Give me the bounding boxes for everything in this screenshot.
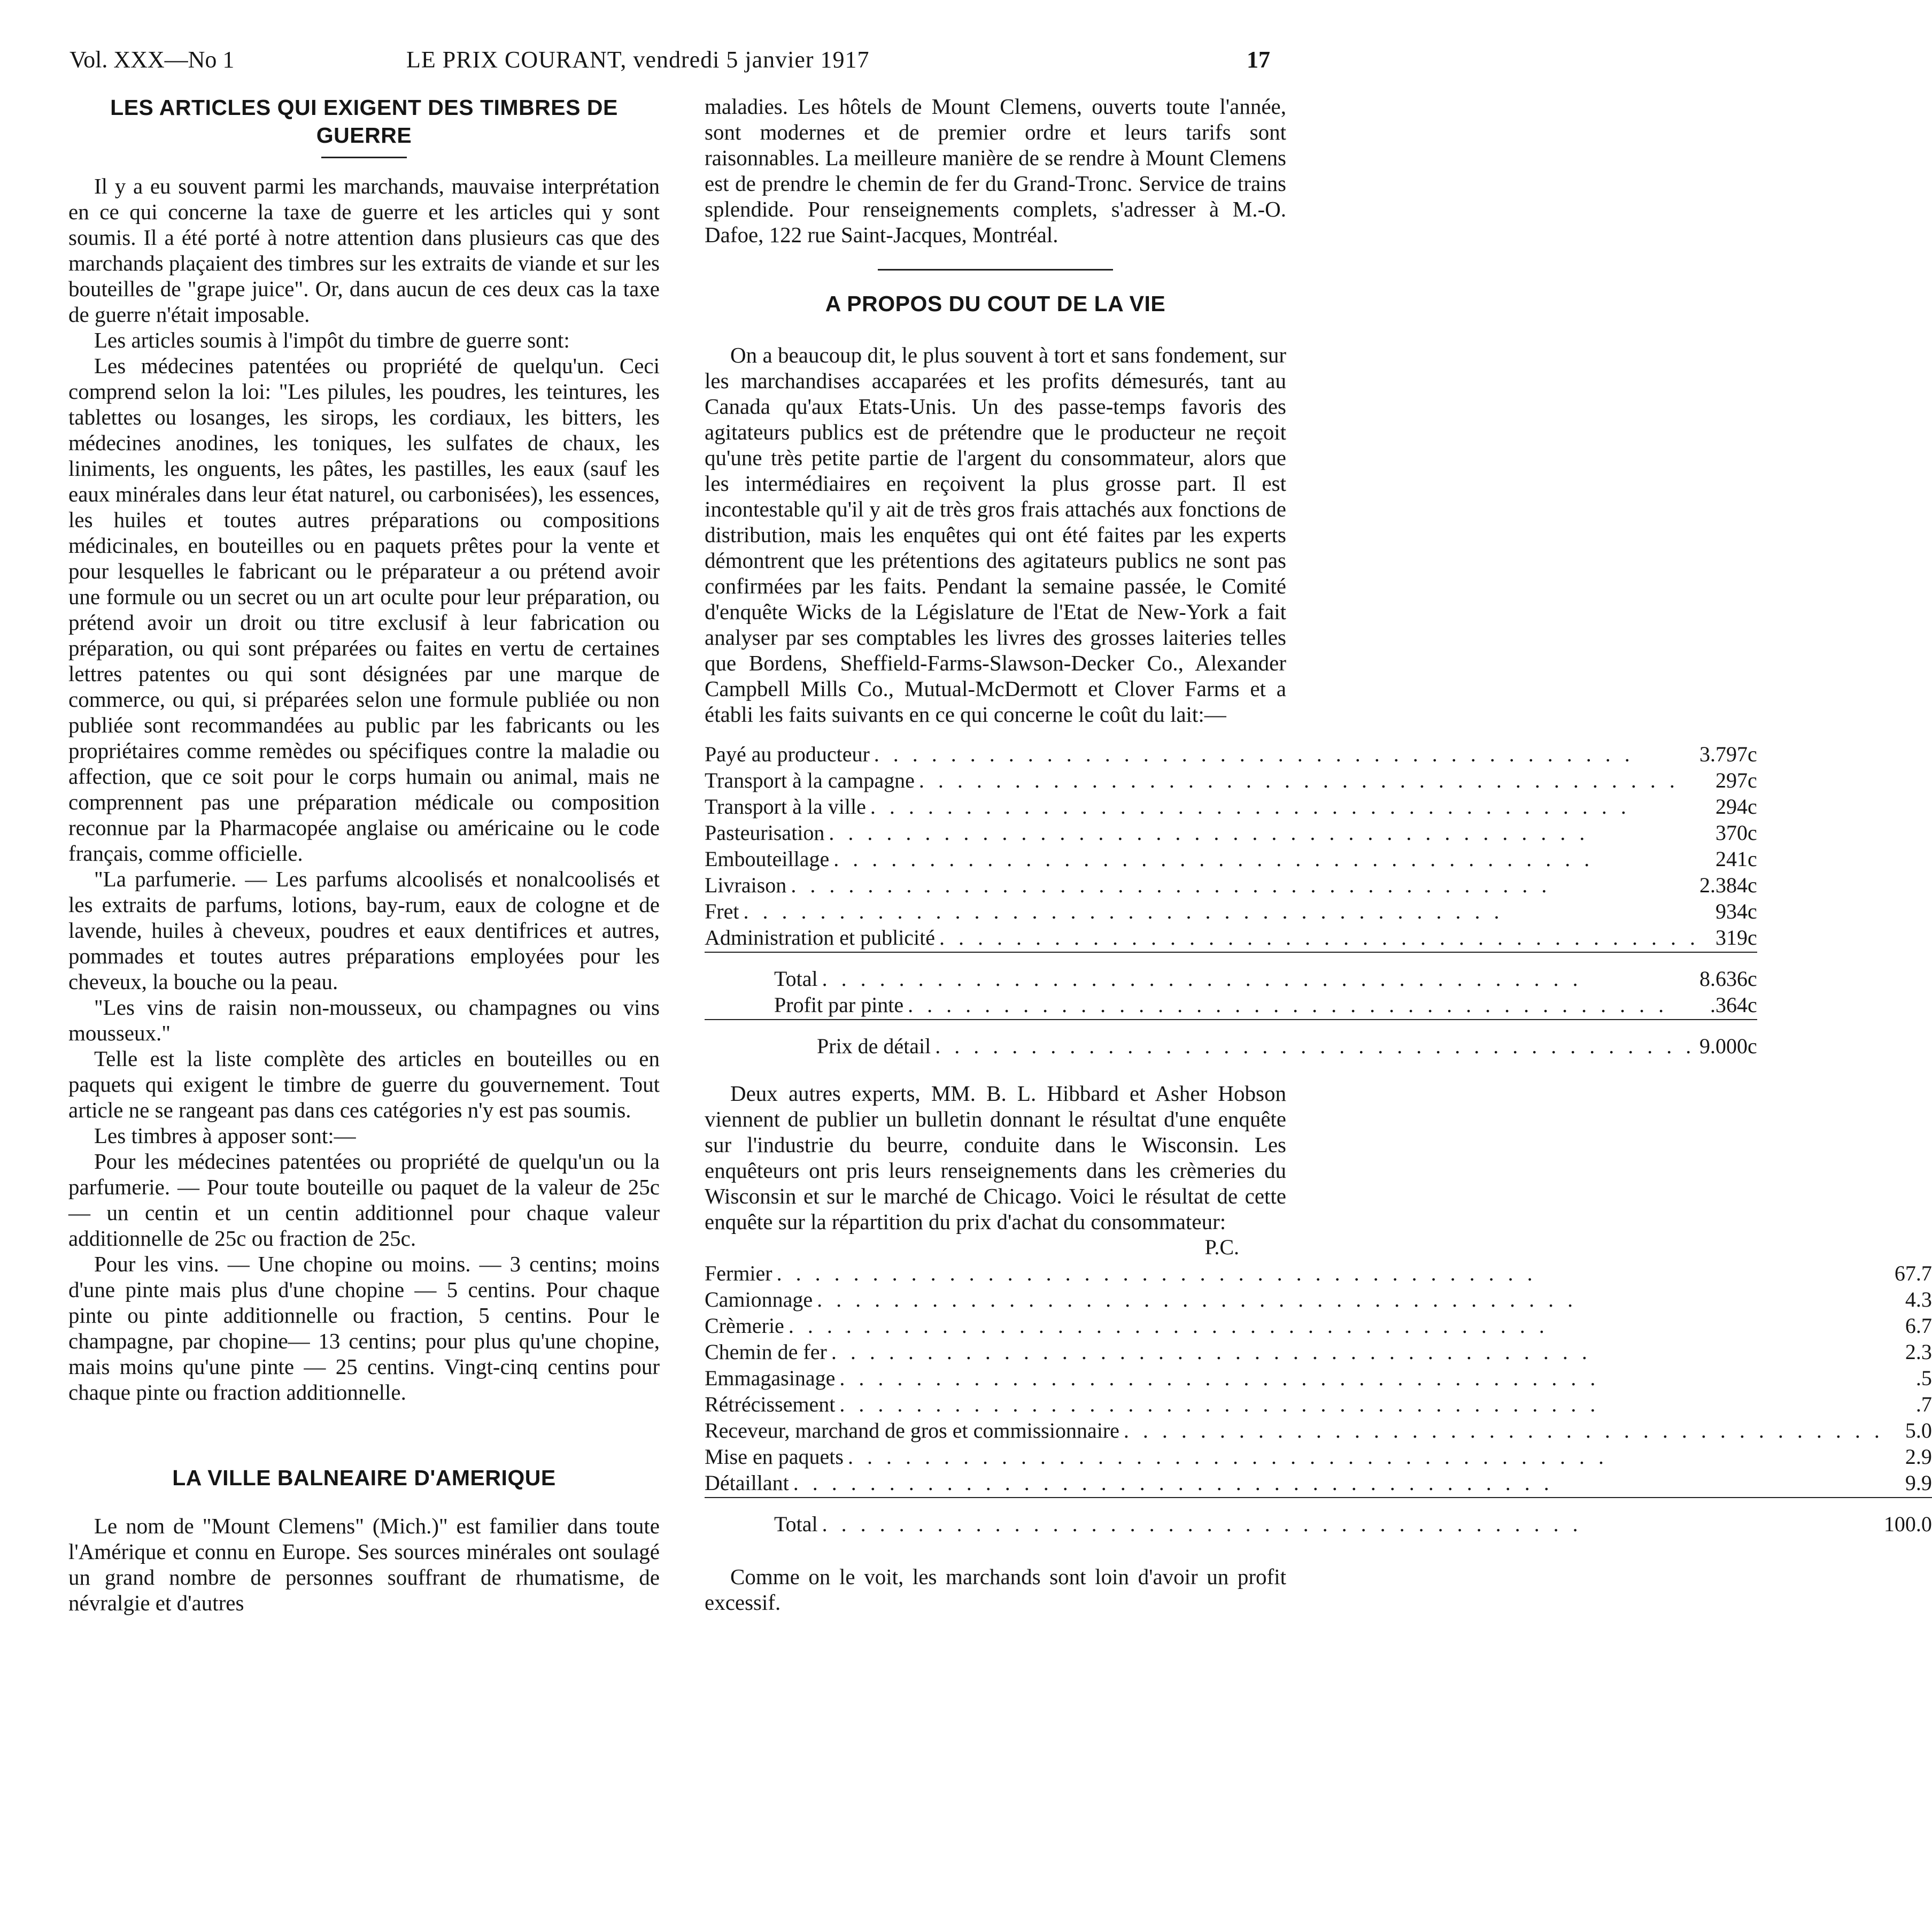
- row-label-cell: [705, 1020, 1699, 1059]
- row-value: 4.3: [1905, 1287, 1932, 1311]
- row-label-cell: [705, 1444, 1884, 1470]
- section-gap: [705, 1059, 1286, 1081]
- row-label-text: Camionnage: [705, 1287, 813, 1311]
- row-label-cell: [705, 1286, 1884, 1313]
- milk-cost-table: [705, 741, 1757, 1059]
- row-label: [705, 1260, 1884, 1286]
- dot-leader: . . . . . . . . . . . . . . . . . . . . . . . . . . . . . . . . . . . . . . . .: [822, 1512, 1582, 1536]
- dot-leader: . . . . . . . . . . . . . . . . . . . . . . . . . . . . . . . . . . . . . . . .: [822, 967, 1582, 991]
- row-value: 9.000c: [1699, 1034, 1757, 1058]
- publication-title: LE PRIX COURANT, vendredi 5 janvier 1917: [406, 47, 870, 73]
- row-label: [705, 898, 1699, 924]
- row-label-cell: [705, 767, 1699, 793]
- row-value: 934c: [1715, 899, 1757, 923]
- row-label: [705, 1444, 1884, 1470]
- row-label: [774, 1511, 1884, 1537]
- section-gap: [705, 1537, 1286, 1564]
- butter-distribution-row: [705, 1365, 1932, 1391]
- dot-leader: . . . . . . . . . . . . . . . . . . . . . . . . . . . . . . . . . . . . . . . .: [847, 1445, 1608, 1469]
- butter-distribution-row: [705, 1391, 1932, 1417]
- page-number: 17: [1247, 47, 1270, 73]
- butter-distribution-row: [705, 1417, 1932, 1444]
- row-value: 100.0: [1883, 1512, 1932, 1536]
- row-label: [705, 846, 1699, 872]
- paragraph: Pour les médecines patentées ou propriété de quelqu'un ou la parfumerie. — Pour toute bouteille ou paquet de la valeur de 25c — un centin et un centin additionnel pour chaque valeur additionnelle de 25c ou fraction de 25c.: [68, 1149, 660, 1251]
- row-label-text: Pasteurisation: [705, 821, 825, 845]
- row-value: .364c: [1710, 993, 1757, 1017]
- row-label-text: Receveur, marchand de gros et commissionnaire: [705, 1418, 1119, 1442]
- row-value: 241c: [1715, 847, 1757, 871]
- right-column: [705, 94, 1932, 1615]
- row-label-text: Rétrécissement: [705, 1392, 836, 1416]
- milk-cost-row: [705, 793, 1757, 820]
- milk-cost-row: [705, 846, 1757, 872]
- row-label-cell: [705, 924, 1699, 951]
- row-value: 294c: [1715, 794, 1757, 819]
- section-gap: [68, 1492, 660, 1513]
- row-label-text: Profit par pinte: [774, 993, 904, 1017]
- row-label-cell: [705, 846, 1699, 872]
- milk-cost-row: [705, 924, 1757, 951]
- row-value: .7: [1915, 1392, 1932, 1416]
- butter-distribution-row: [705, 1444, 1932, 1470]
- paragraph: Comme on le voit, les marchands sont loin d'avoir un profit excessif.: [705, 1564, 1286, 1615]
- row-label-cell: [705, 1498, 1884, 1537]
- dot-leader: . . . . . . . . . . . . . . . . . . . . . . . . . . . . . . . . . . . . . . . .: [908, 993, 1668, 1017]
- row-label-cell: [705, 1339, 1884, 1365]
- section-gap: [705, 727, 1286, 741]
- row-value: 319c: [1715, 925, 1757, 950]
- row-value: 3.797c: [1699, 742, 1757, 766]
- milk-cost-row: [705, 872, 1757, 898]
- milk-cost-row: [705, 898, 1757, 924]
- dot-leader: . . . . . . . . . . . . . . . . . . . . . . . . . . . . . . . . . . . . . . . .: [788, 1314, 1549, 1338]
- row-label-text: Prix de détail: [817, 1034, 931, 1058]
- article-heading-timbres: LES ARTICLES QUI EXIGENT DES TIMBRES DE GUERRE: [110, 95, 618, 148]
- row-value: 8.636c: [1699, 967, 1757, 991]
- row-label-cell: [705, 898, 1699, 924]
- row-label-cell: [705, 793, 1699, 820]
- row-value: 370c: [1715, 821, 1757, 845]
- dot-leader: . . . . . . . . . . . . . . . . . . . . . . . . . . . . . . . . . . . . . . . .: [839, 1366, 1600, 1390]
- section-rule: [878, 269, 1113, 271]
- butter-total-row: [705, 1498, 1932, 1537]
- row-value: 6.7: [1905, 1314, 1932, 1338]
- butter-distribution-row: [705, 1470, 1932, 1496]
- milk-total-row: [705, 953, 1757, 992]
- section-gap: [705, 318, 1286, 342]
- milk-cost-row: [705, 820, 1757, 846]
- butter-table-header: P.C.: [1204, 1235, 1239, 1259]
- row-label-cell: [705, 1313, 1884, 1339]
- row-label: [774, 966, 1699, 992]
- row-label: [705, 1391, 1884, 1417]
- paragraph: Pour les vins. — Une chopine ou moins. — 3 centins; moins d'une pinte mais plus d'une chopine — 5 centins. Pour chaque pinte ou pinte additionnelle ou fraction, 5 centins. Pour le champagne, par chopine— 13 centins; pour plus qu'une chopine, mais moins qu'une pinte — 25 centins. Vingt-cinq centins pour chaque pinte ou fraction additionnelle.: [68, 1252, 660, 1405]
- row-label-text: Total: [774, 967, 818, 991]
- butter-distribution-row: [705, 1339, 1932, 1365]
- row-label: [705, 820, 1699, 846]
- paragraph: Les articles soumis à l'impôt du timbre de guerre sont:: [94, 328, 570, 352]
- row-label-cell: [705, 1260, 1884, 1286]
- dot-leader: . . . . . . . . . . . . . . . . . . . . . . . . . . . . . . . . . . . . . . . .: [1123, 1418, 1884, 1442]
- volume-number: Vol. XXX—No 1: [69, 47, 235, 73]
- row-label: [705, 1470, 1884, 1496]
- row-label-text: Livraison: [705, 873, 787, 897]
- row-label-text: Transport à la campagne: [705, 768, 915, 792]
- row-label-cell: [705, 741, 1699, 767]
- milk-profit-row: [705, 992, 1757, 1018]
- dot-leader: . . . . . . . . . . . . . . . . . . . . . . . . . . . . . . . . . . . . . . . .: [918, 768, 1679, 792]
- row-label: [705, 1365, 1884, 1391]
- row-label-text: Embouteillage: [705, 847, 830, 871]
- row-label-text: Fermier: [705, 1261, 772, 1285]
- butter-distribution-row: [705, 1286, 1932, 1313]
- article-heading-cout-de-la-vie: A PROPOS DU COUT DE LA VIE: [825, 291, 1166, 316]
- row-label-text: Emmagasinage: [705, 1366, 836, 1390]
- paragraph: Telle est la liste complète des articles en bouteilles ou en paquets qui exigent le timbre de guerre du gouvernement. Tout article ne se rangeant pas dans ces catégories n'y est pas soumis.: [68, 1046, 660, 1122]
- row-label-cell: [705, 820, 1699, 846]
- row-label-text: Détaillant: [705, 1471, 789, 1495]
- row-label: [705, 872, 1699, 898]
- paragraph: maladies. Les hôtels de Mount Clemens, ouverts toute l'année, sont modernes et de premier ordre et leurs tarifs sont raisonnables. La meilleure manière de se rendre à Mount Clemens est de prendre le chemin de fer du Grand-Tronc. Service de trains splendide. Pour renseignements complets, s'adresser à M.-O. Dafoe, 122 rue Saint-Jacques, Montréal.: [705, 94, 1286, 247]
- row-label-cell: [705, 992, 1699, 1018]
- row-value: 5.0: [1905, 1418, 1932, 1442]
- milk-cost-row: [705, 767, 1757, 793]
- row-label: [705, 767, 1699, 793]
- paragraph: "La parfumerie. — Les parfums alcoolisés et nonalcoolisés et les extraits de parfums, lotions, bay-rum, eaux de cologne et de lavende, huiles à cheveux, poudres et eaux dentifrices et autres, pommades et toutes autres préparations employées pour les cheveux, la bouche ou la peau.: [68, 867, 660, 994]
- paragraph: On a beaucoup dit, le plus souvent à tort et sans fondement, sur les marchandises accaparées et les profits démesurés, tant au Canada qu'aux Etats-Unis. Un des passe-temps favoris des agitateurs publics est de prétendre que le producteur ne reçoit qu'une très petite partie de l'argent du consommateur, alors que les intermédiaires en reçoivent la plus grosse part. Il est incontestable qu'il y ait de très gros frais attachés aux fonctions de distribution, mais les enquêtes qui ont été faites par les experts démontrent que les prétentions des agitateurs publics ne sont pas confirmées par les faits. Pendant la semaine passée, le Comité d'enquête Wicks de la Législature de l'Etat de New-York a fait analyser par ses comptables les livres des grosses laiteries telles que Bordens, Sheffield-Farms-Slawson-Decker Co., Alexander Campbell Mills Co., Mutual-McDermott et Clover Farms et a établi les faits suivants en ce qui concerne le coût du lait:—: [705, 343, 1286, 727]
- paragraph: "Les vins de raisin non-mousseux, ou champagnes ou vins mousseux.": [68, 995, 660, 1045]
- dot-leader: . . . . . . . . . . . . . . . . . . . . . . . . . . . . . . . . . . . . . . . .: [791, 873, 1551, 897]
- row-label-cell: [705, 1391, 1884, 1417]
- dot-leader: . . . . . . . . . . . . . . . . . . . . . . . . . . . . . . . . . . . . . . . .: [743, 899, 1504, 923]
- dot-leader: . . . . . . . . . . . . . . . . . . . . . . . . . . . . . . . . . . . . . . . .: [833, 847, 1594, 871]
- row-label-text: Total: [774, 1512, 818, 1536]
- row-label: [705, 1286, 1884, 1313]
- paragraph: Deux autres experts, MM. B. L. Hibbard et Asher Hobson viennent de publier un bulletin donnant le résultat d'une enquête sur l'industrie du beurre, conduite dans le Wisconsin. Les enquêteurs ont pris leurs renseignements dans les crèmeries du Wisconsin et sur le marché de Chicago. Voici le résultat de cette enquête sur la répartition du prix d'achat du consommateur:: [705, 1081, 1286, 1234]
- milk-retail-row: [705, 1020, 1757, 1059]
- row-value: 9.9: [1905, 1471, 1932, 1495]
- dot-leader: . . . . . . . . . . . . . . . . . . . . . . . . . . . . . . . . . . . . . . . .: [776, 1261, 1537, 1285]
- row-value: .5: [1915, 1366, 1932, 1390]
- section-gap: [68, 1405, 660, 1464]
- paragraph: Les timbres à apposer sont:—: [94, 1123, 356, 1148]
- milk-cost-row: [705, 741, 1757, 767]
- row-label: [705, 1417, 1884, 1444]
- heading-rule: [321, 157, 407, 158]
- dot-leader: . . . . . . . . . . . . . . . . . . . . . . . . . . . . . . . . . . . . . . . .: [829, 821, 1589, 845]
- row-label-text: Crèmerie: [705, 1314, 784, 1338]
- dot-leader: . . . . . . . . . . . . . . . . . . . . . . . . . . . . . . . . . . . . . . . .: [935, 1034, 1696, 1058]
- row-label-text: Administration et publicité: [705, 925, 936, 950]
- row-label: [705, 741, 1699, 767]
- row-value: 2.384c: [1699, 873, 1757, 897]
- row-value: 297c: [1715, 768, 1757, 792]
- dot-leader: . . . . . . . . . . . . . . . . . . . . . . . . . . . . . . . . . . . . . . . .: [831, 1340, 1591, 1364]
- row-label-text: Chemin de fer: [705, 1340, 827, 1364]
- row-value: 2.3: [1905, 1340, 1932, 1364]
- row-value: 67.7: [1894, 1261, 1932, 1285]
- dot-leader: . . . . . . . . . . . . . . . . . . . . . . . . . . . . . . . . . . . . . . . .: [874, 742, 1634, 766]
- row-label: [705, 793, 1699, 820]
- row-label: [817, 1033, 1699, 1059]
- paragraph: Les médecines patentées ou propriété de quelqu'un. Ceci comprend selon la loi: "Les pilules, les poudres, les teintures, les tablettes ou losanges, les sirops, les cordiaux, les bitters, les médecines anodines, les toniques, les sulfates de chaux, les liniments, les onguents, les pâtes, les pastilles, les eaux (sauf les eaux minérales dans leur état naturel, ou carbonisées), les essences, les huiles et toutes autres préparations ou compositions médicinales, en bouteilles ou en paquets prêtes pour la vente et pour lesquelles le fabricant ou le préparateur a ou prétend avoir une formule ou un secret ou un art oculte pour leur préparation, ou prétend avoir un droit ou titre exclusif à leur fabrication ou préparation, ou qui sont préparées ou faites en vertu de certaines lettres patentes ou qui sont désignées par une marque de commerce, ou qui, si préparées selon une formule publiée ou non publiée sont recommandées au public par les fabricants ou les propriétaires comme remèdes ou spécifiques contre la maladie ou affection, que ce soit pour le corps humain ou animal, mais ne comprennent pas une préparation médicale ou composition reconnue par la Pharmacopée anglaise ou américaine ou le code français, comme officielle.: [68, 353, 660, 866]
- row-label-text: Fret: [705, 899, 739, 923]
- row-label: [705, 1313, 1884, 1339]
- butter-distribution-row: [705, 1313, 1932, 1339]
- dot-leader: . . . . . . . . . . . . . . . . . . . . . . . . . . . . . . . . . . . . . . . .: [793, 1471, 1554, 1495]
- running-head: [69, 44, 1281, 76]
- row-label: [774, 992, 1699, 1018]
- left-column: [68, 94, 660, 1616]
- row-label: [705, 1339, 1884, 1365]
- dot-leader: . . . . . . . . . . . . . . . . . . . . . . . . . . . . . . . . . . . . . . . .: [939, 925, 1700, 950]
- row-label: [705, 924, 1699, 951]
- row-label-cell: [705, 872, 1699, 898]
- paragraph: Il y a eu souvent parmi les marchands, mauvaise interprétation en ce qui concerne la taxe de guerre et les articles qui y sont soumis. Il a été porté à notre attention dans plusieurs cas que des marchands plaçaient des timbres sur les extraits de viande et sur les bouteilles de "grape juice". Or, dans aucun de ces deux cas la taxe de guerre n'était imposable.: [68, 174, 660, 327]
- paragraph: Le nom de "Mount Clemens" (Mich.)" est familier dans toute l'Amérique et connu en Europe. Ses sources minérales ont soulagé un grand nombre de personnes souffrant de rhumatisme, de névralgie et d'autres: [68, 1514, 660, 1615]
- row-label-text: Payé au producteur: [705, 742, 870, 766]
- dot-leader: . . . . . . . . . . . . . . . . . . . . . . . . . . . . . . . . . . . . . . . .: [817, 1287, 1578, 1311]
- row-label-cell: [705, 1365, 1884, 1391]
- row-label-cell: [705, 953, 1699, 992]
- butter-distribution-row: [705, 1260, 1932, 1286]
- butter-distribution-table: [705, 1260, 1932, 1537]
- row-label-cell: [705, 1417, 1884, 1444]
- article-heading-ville-balneaire: LA VILLE BALNEAIRE D'AMERIQUE: [172, 1465, 556, 1490]
- row-label-cell: [705, 1470, 1884, 1496]
- row-label-text: Mise en paquets: [705, 1445, 844, 1469]
- dot-leader: . . . . . . . . . . . . . . . . . . . . . . . . . . . . . . . . . . . . . . . .: [839, 1392, 1600, 1416]
- dot-leader: . . . . . . . . . . . . . . . . . . . . . . . . . . . . . . . . . . . . . . . .: [870, 794, 1630, 819]
- row-value: 2.9: [1905, 1445, 1932, 1469]
- row-label-text: Transport à la ville: [705, 794, 866, 819]
